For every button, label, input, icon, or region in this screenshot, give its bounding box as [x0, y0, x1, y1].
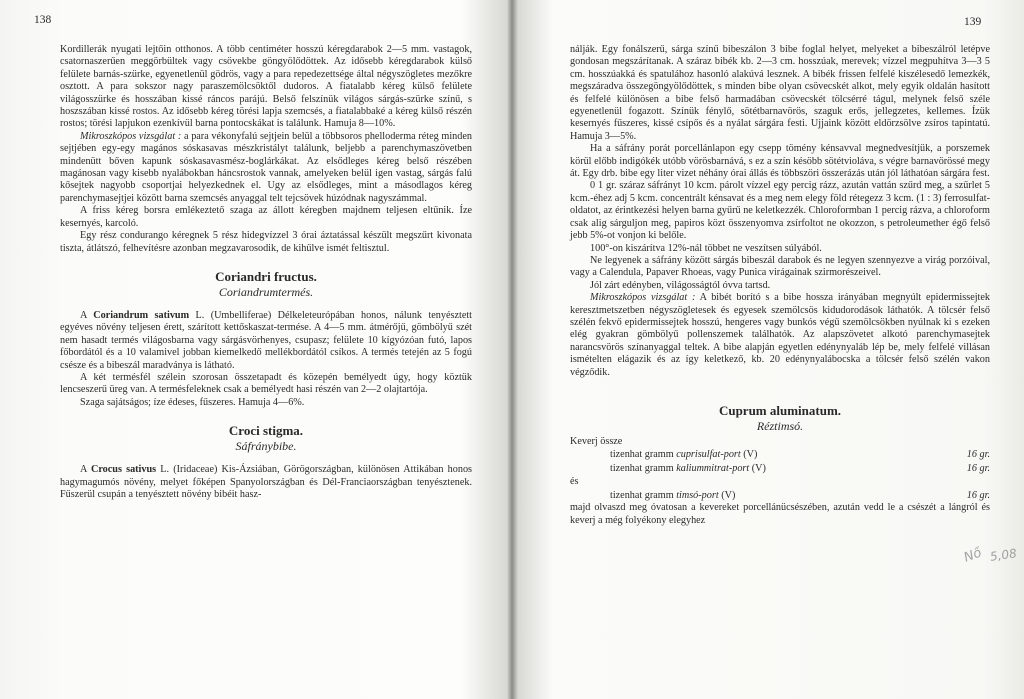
recipe-conjunction	[570, 462, 610, 476]
paragraph: nálják. Egy fonálszerű, sárga színű bibeszálon 3 bibe foglal helyet, melyeket a bibeszálról letépve gondosan megszárítanak. A száraz bibék kb. 2—3 cm. hosszúak, merevek; vízzel megpuhítva 3—3 5 cm. hosszúakká és spatulához hasonló alakúvá lesznek. A bibék frissen felfelé kiszélesedő lemezkék, megszáradva összegöngyölődöttek, s minden bibe olyan csövecskét alkot, mely egyik oldalán hasított és felfelé különösen a bibe felső harmadában csövecskét tölcsérré tágul, melynek felső széle egyenetlenül fogazott. Színük fénylő, sötétbarnavörös, szaguk erős, jellegzetes, kellemes. Ízük kesernyés fűszeres, kissé csípős és a nyálat sárgára festi. Ujjaink között eldörzsölve zsíros tapintatú. Hamuja 3—5%.	[570, 44, 990, 142]
recipe-conjunction	[570, 489, 610, 503]
microscopy-label: Mikroszkópos vizsgálat :	[590, 292, 696, 304]
section-title-croci: Croci stigma.	[228, 423, 304, 439]
microscopy-label: Mikroszkópos vizsgálat :	[80, 130, 182, 142]
recipe-conjunction	[570, 448, 610, 462]
recipe-quantity: 16 gr.	[966, 489, 990, 501]
text-span: L. (Umbelliferae) Délkeleteurópában honos, nálunk tenyésztett egyéves növény teljesen érett, szárított kettőskaszat-termése. A 4—5 mm. átmérőjű, gömbölyű szét nem hasadt termés világosbarna vagy sárgásvörhenyes, csupasz; felülete 10 kígyózóan futó, lapos főbordától és a 10 valamivel jobban kiemelkedő mellékbordától csíkos. A termés tetején az 5 fogú csésze és a bibeszál maradványa is látható.	[60, 309, 472, 371]
ingredient-name: timsó-port	[676, 489, 719, 501]
ingredient-amount: tizenhat gramm	[610, 489, 677, 501]
microscopy-text: A bibét borító s a bibe hossza irányában megnyúlt epidermissejtek keresztmetszetben négyszögletesek és egyesek szemölcsös kidudorodások láthatók. A tölcsér felső szélén fekvő epidermissejtek hosszú, hengeres vagy bunkós végű szemölcsökben nyúlnak ki s ezeken elég gyakran gömbölyű pollenszemek találhatók. Az alapszövetet alkotó parenchymasejtek narancsvörös színanyaggal teltek. A bibe alapján egyetlen edénynyaláb lép be, mely felfelé villásan ismételten elágazik és az így keletkező, kb. 20 edénynyalábocska a tölcsér felső szélén vakon végződik.	[570, 292, 990, 378]
ingredient-amount: tizenhat gramm	[610, 449, 677, 461]
paragraph: Egy rész condurango kéregnek 5 rész hidegvízzel 3 órai áztatással készült megszűrt kivonata tiszta, átlátszó, felhevítésre azonban megzavarosodik, de kihűlve ismét feltisztul.	[60, 230, 472, 254]
ingredient-amount: tizenhat gramm	[610, 462, 677, 474]
recipe-quantity: 16 gr.	[966, 449, 990, 461]
recipe-ingredient	[610, 448, 940, 462]
paragraph: Ha a sáfrány porát porcellánlapon egy csepp tömény kénsavval megnedvesítjük, a porszemek körül előbb indigókék utóbb vörösbarnává, s ez a szín késöbb sötétvioláva, s végre barnavörössé megy át. Egy drb. bibe egy liter vizet néhány órai állás és többszöri összerázás után jól láthatóan sárgára fest.	[570, 143, 990, 180]
section-subtitle-coriandri: Coriandrumtermés.	[218, 284, 314, 299]
recipe-outro: majd olvaszd meg óvatosan a kevereket porcellánücsészében, azután vedd le a csészét a lángról és keverj a még folyékony elegyhez	[570, 502, 990, 526]
paragraph: Kordillerák nyugati lejtőin otthonos. A több centiméter hosszú kéregdarabok 2—5 mm. vastagok, csatornaszerűen meggörbültek vagy csövekbe göngyölődöttek. Az idősebb kéregdarabok külső felülete barnás-szürke, egyenetlenül gödrös, vagy a para repedezettsége által négyszögletes mezőkre osztott. A para sokszor nagy paraszemölcsöktől dudoros. A fiatalabb kéreg külső felülete világosszürke és hosszában kissé ráncos parájú. Belső felszínük világos sárgás-szürke színű, s hoszszában kissé rostos. Az idősebb kéreg törési lapja szemcsés, a fiatalabbaké a kéreg külső részén rostos; törési lapjukon ezenkívül barna pontocskákat is találunk. Hamuja 8—10%.	[60, 44, 472, 130]
paragraph: 0 1 gr. száraz sáfrányt 10 kcm. párolt vízzel egy percig rázz, azután vattán szűrd meg, a szűrlet 5 kcm.-éhez adj 5 kcm. concentrált kénsavat és a meg nem elegy föld rétegezz 3 kcm. (1 : 3) ferrosulfat-oldatot, az érintkezési helyen barna gyűrű ne keletkezzék. Chloroformban 1 percig rázva, a chloroform csak alig sárguljon meg, papiros közt összenyomva zsírfoltot ne okozzon, s petroleumether égő felső jebb 5%-ot vonjon ki belőle.	[570, 180, 990, 242]
recipe-quantity: 16 gr.	[966, 462, 990, 474]
ingredient-name: cuprisulfat-port	[676, 449, 741, 461]
recipe-row	[570, 448, 990, 462]
page-number-left: 138	[34, 14, 52, 26]
paragraph: Szaga sajátságos; íze édeses, fűszeres. Hamuja 4—6%.	[80, 396, 305, 408]
left-page-text	[60, 44, 472, 501]
section-title-coriandri: Coriandri fructus.	[215, 268, 317, 284]
section-subtitle-cuprum: Réztimsó.	[756, 418, 804, 433]
ingredient-note: (V)	[749, 462, 766, 474]
paragraph-crocus	[60, 464, 472, 501]
recipe-intro: Keverj össze	[570, 435, 623, 447]
section-title-cuprum: Cuprum aluminatum.	[718, 402, 842, 418]
recipe-ingredient	[610, 475, 940, 489]
species-name: Crocus sativus	[90, 464, 157, 476]
page-number-right: 139	[964, 16, 982, 28]
recipe-row	[570, 489, 990, 503]
paragraph: Jól zárt edényben, világosságtól óvva tartsd.	[590, 279, 771, 291]
margin-note: Nő	[961, 545, 984, 566]
paragraph: A két termésfél szélein szorosan összetapadt és közepén bemélyedt úgy, hogy köztük lencseszerű üreg van. A termésfeleknek csak a bemélyedt hasi részén van 2—2 olajtartója.	[60, 371, 472, 396]
text-span: A	[80, 309, 94, 321]
margin-note: 5,08	[989, 546, 1018, 564]
species-name: Coriandrum sativum	[93, 309, 190, 321]
paragraph: 100°-on kiszárítva 12%-nál többet ne veszítsen súlyából.	[590, 242, 822, 254]
right-page-text	[570, 44, 990, 527]
text-span: A	[80, 464, 91, 476]
recipe-conjunction: és	[570, 476, 579, 488]
left-page	[0, 0, 508, 699]
paragraph: A friss kéreg borsra emlékeztető szaga az állott kéregben majdnem teljesen eltűnik. Íze kesernyés, karcoló.	[60, 205, 472, 229]
ingredient-name: kaliummitrat-port	[676, 462, 750, 474]
recipe-row	[570, 462, 990, 476]
right-page	[514, 0, 1024, 699]
ingredient-note: (V)	[718, 489, 736, 501]
recipe-row	[570, 475, 990, 489]
recipe-ingredient	[610, 462, 940, 476]
paragraph-coriandrum	[60, 310, 472, 372]
recipe-ingredient	[610, 489, 940, 503]
recipe-table	[570, 448, 990, 502]
section-subtitle-croci: Sáfránybibe.	[235, 439, 297, 454]
microscopy-text: a para vékonyfalú sejtjein belül a többsoros phelloderma réteg minden sejtjében egy-egy magános sóskasavas mészkristályt találunk, beljebb a parenchymaszövetben mindenütt bőven kapunk sóskasavasmész-boglárkákat. Az elsődleges kéreg belső részében magánosan vagy kisebb nyalábokban háncsrostok vannak, amelyeken belül igen vastag, sárgás falú kősejtek nagyobb csoportjai helyezkednek el. Ugy az elsődleges, mint a másodlagos kéreg parenchymasejtjei között barna szemcsés anyaggal telt tejcsövek húzódnak nagyszámmal.	[60, 130, 472, 204]
recipe-quantity	[940, 475, 990, 489]
ingredient-note: (V)	[740, 449, 758, 461]
paragraph-microscopy	[60, 131, 472, 205]
paragraph-microscopy	[570, 292, 990, 379]
text-span: L. (Iridaceae) Kis-Ázsiában, Görögországban, különösen Attikában honos hagymagumós növény, melyet főképen Spanyolországban és Dél-Franciaországban tenyésztenek. Fűszerül csupán a tenyésztett növény bibéit hasz-	[60, 464, 472, 500]
paragraph: Ne legyenek a sáfrány között sárgás bibeszál darabok és ne legyen szennyezve a virág porzóival, vagy a Calendula, Papaver Rhoeas, vagy Punica virágainak szirmorészeivel.	[570, 254, 990, 279]
